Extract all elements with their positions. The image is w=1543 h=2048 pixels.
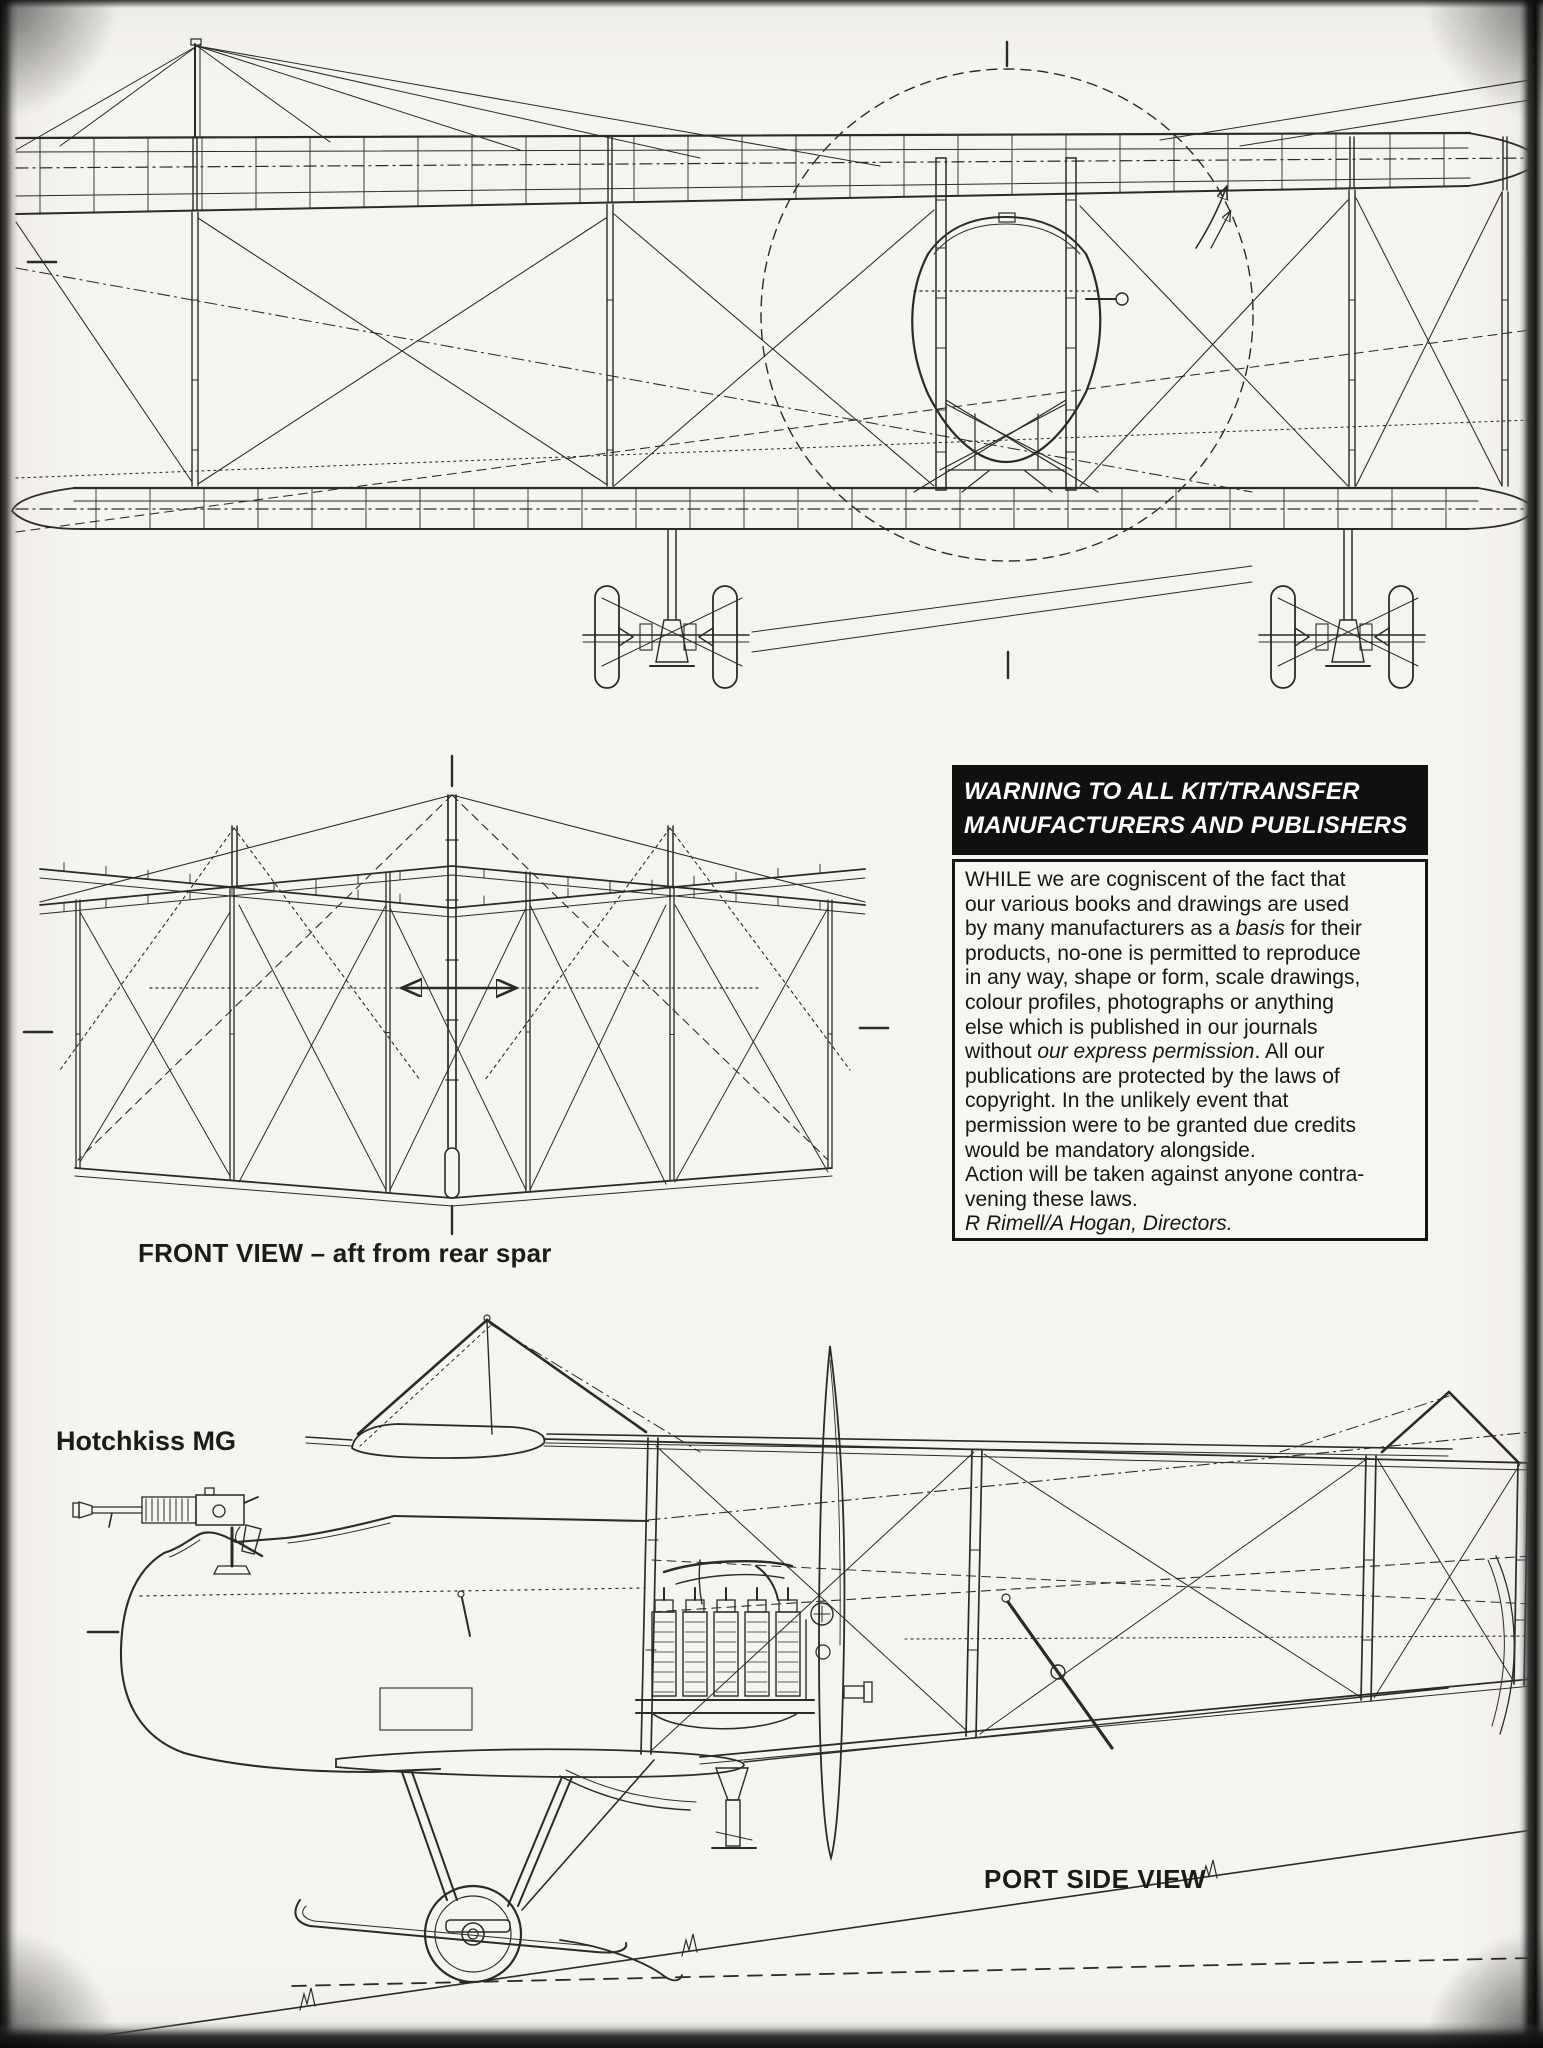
bracing-wires [16,192,1530,532]
front-view-caption: FRONT VIEW – aft from rear spar [138,1238,552,1268]
lower-wing-side [336,1688,1448,1777]
warning-body [952,859,1428,1241]
warning-body-line: colour profiles, photographs or anything [965,990,1334,1014]
wheel [425,1886,521,1982]
engine [636,1560,833,1729]
warning-body-line: permission were to be granted due credits [965,1113,1357,1137]
tail-booms [544,1439,1532,1764]
warning-header [952,765,1428,855]
landing-gear [1259,530,1425,688]
cabane-strut [358,1315,700,1452]
warning-body-line: R Rimell/A Hogan, Directors. [965,1212,1233,1236]
ground-line [58,1830,1532,2042]
struts [76,872,832,1193]
warning-body-line: in any way, shape or form, scale drawings, [965,966,1361,990]
rear-kingpost [1280,1392,1518,1734]
warning-body-line: publications are protected by the laws of [965,1064,1340,1088]
engine-cradle [914,400,1098,492]
warning-body-line: without our express permission. All our [965,1040,1325,1064]
port-side-view-drawing [58,1315,1532,2042]
lower-wing [12,488,1536,529]
machine-gun [73,1488,262,1574]
warning-body-line: products, no-one is permitted to reproduce [965,941,1361,965]
warning-body-line: else which is published in our journals [965,1015,1318,1039]
warning-body-line: Action will be taken against anyone contra- [965,1163,1365,1187]
upper-wing-side [306,1424,1452,1458]
front-view-aft-drawing [24,756,888,1234]
bracing-wires [80,905,828,1190]
port-side-view-caption: PORT SIDE VIEW [984,1864,1207,1894]
warning-body-line: our various books and drawings are used [965,892,1350,916]
kingpost [16,39,1530,166]
lower-boom [75,1168,832,1206]
propeller [819,1346,872,1858]
hotchkiss-mg-caption: Hotchkiss MG [56,1426,237,1456]
upper-wing [16,133,1540,486]
central-mast [445,795,459,1198]
rotation-arrow [1196,188,1226,248]
warning-body-line: copyright. In the unlikely event that [965,1089,1289,1113]
front-view-full-drawing [12,39,1540,688]
landing-gear [583,530,1252,688]
warning-header-line: MANUFACTURERS AND PUBLISHERS [964,812,1408,839]
nacelle [121,1516,648,1772]
nacelle [912,213,1128,462]
warning-body-line: WHILE we are cogniscent of the fact that [965,868,1346,891]
warning-body-line: vening these laws. [965,1187,1138,1211]
warning-body-line: would be mandatory alongside. [965,1138,1256,1162]
landing-gear-side [295,1760,682,1982]
boom-bracing-wires [648,1432,1532,1750]
kingpost-cables [40,795,865,1160]
warning-body-line: by many manufacturers as a basis for their [965,917,1362,941]
warning-header-line: WARNING TO ALL KIT/TRANSFER [964,778,1360,805]
carburetor [560,1768,756,1848]
warning-box [952,765,1428,1241]
far-wingtip-bow [1496,1556,1514,1734]
interplane-struts [641,1438,1528,1754]
